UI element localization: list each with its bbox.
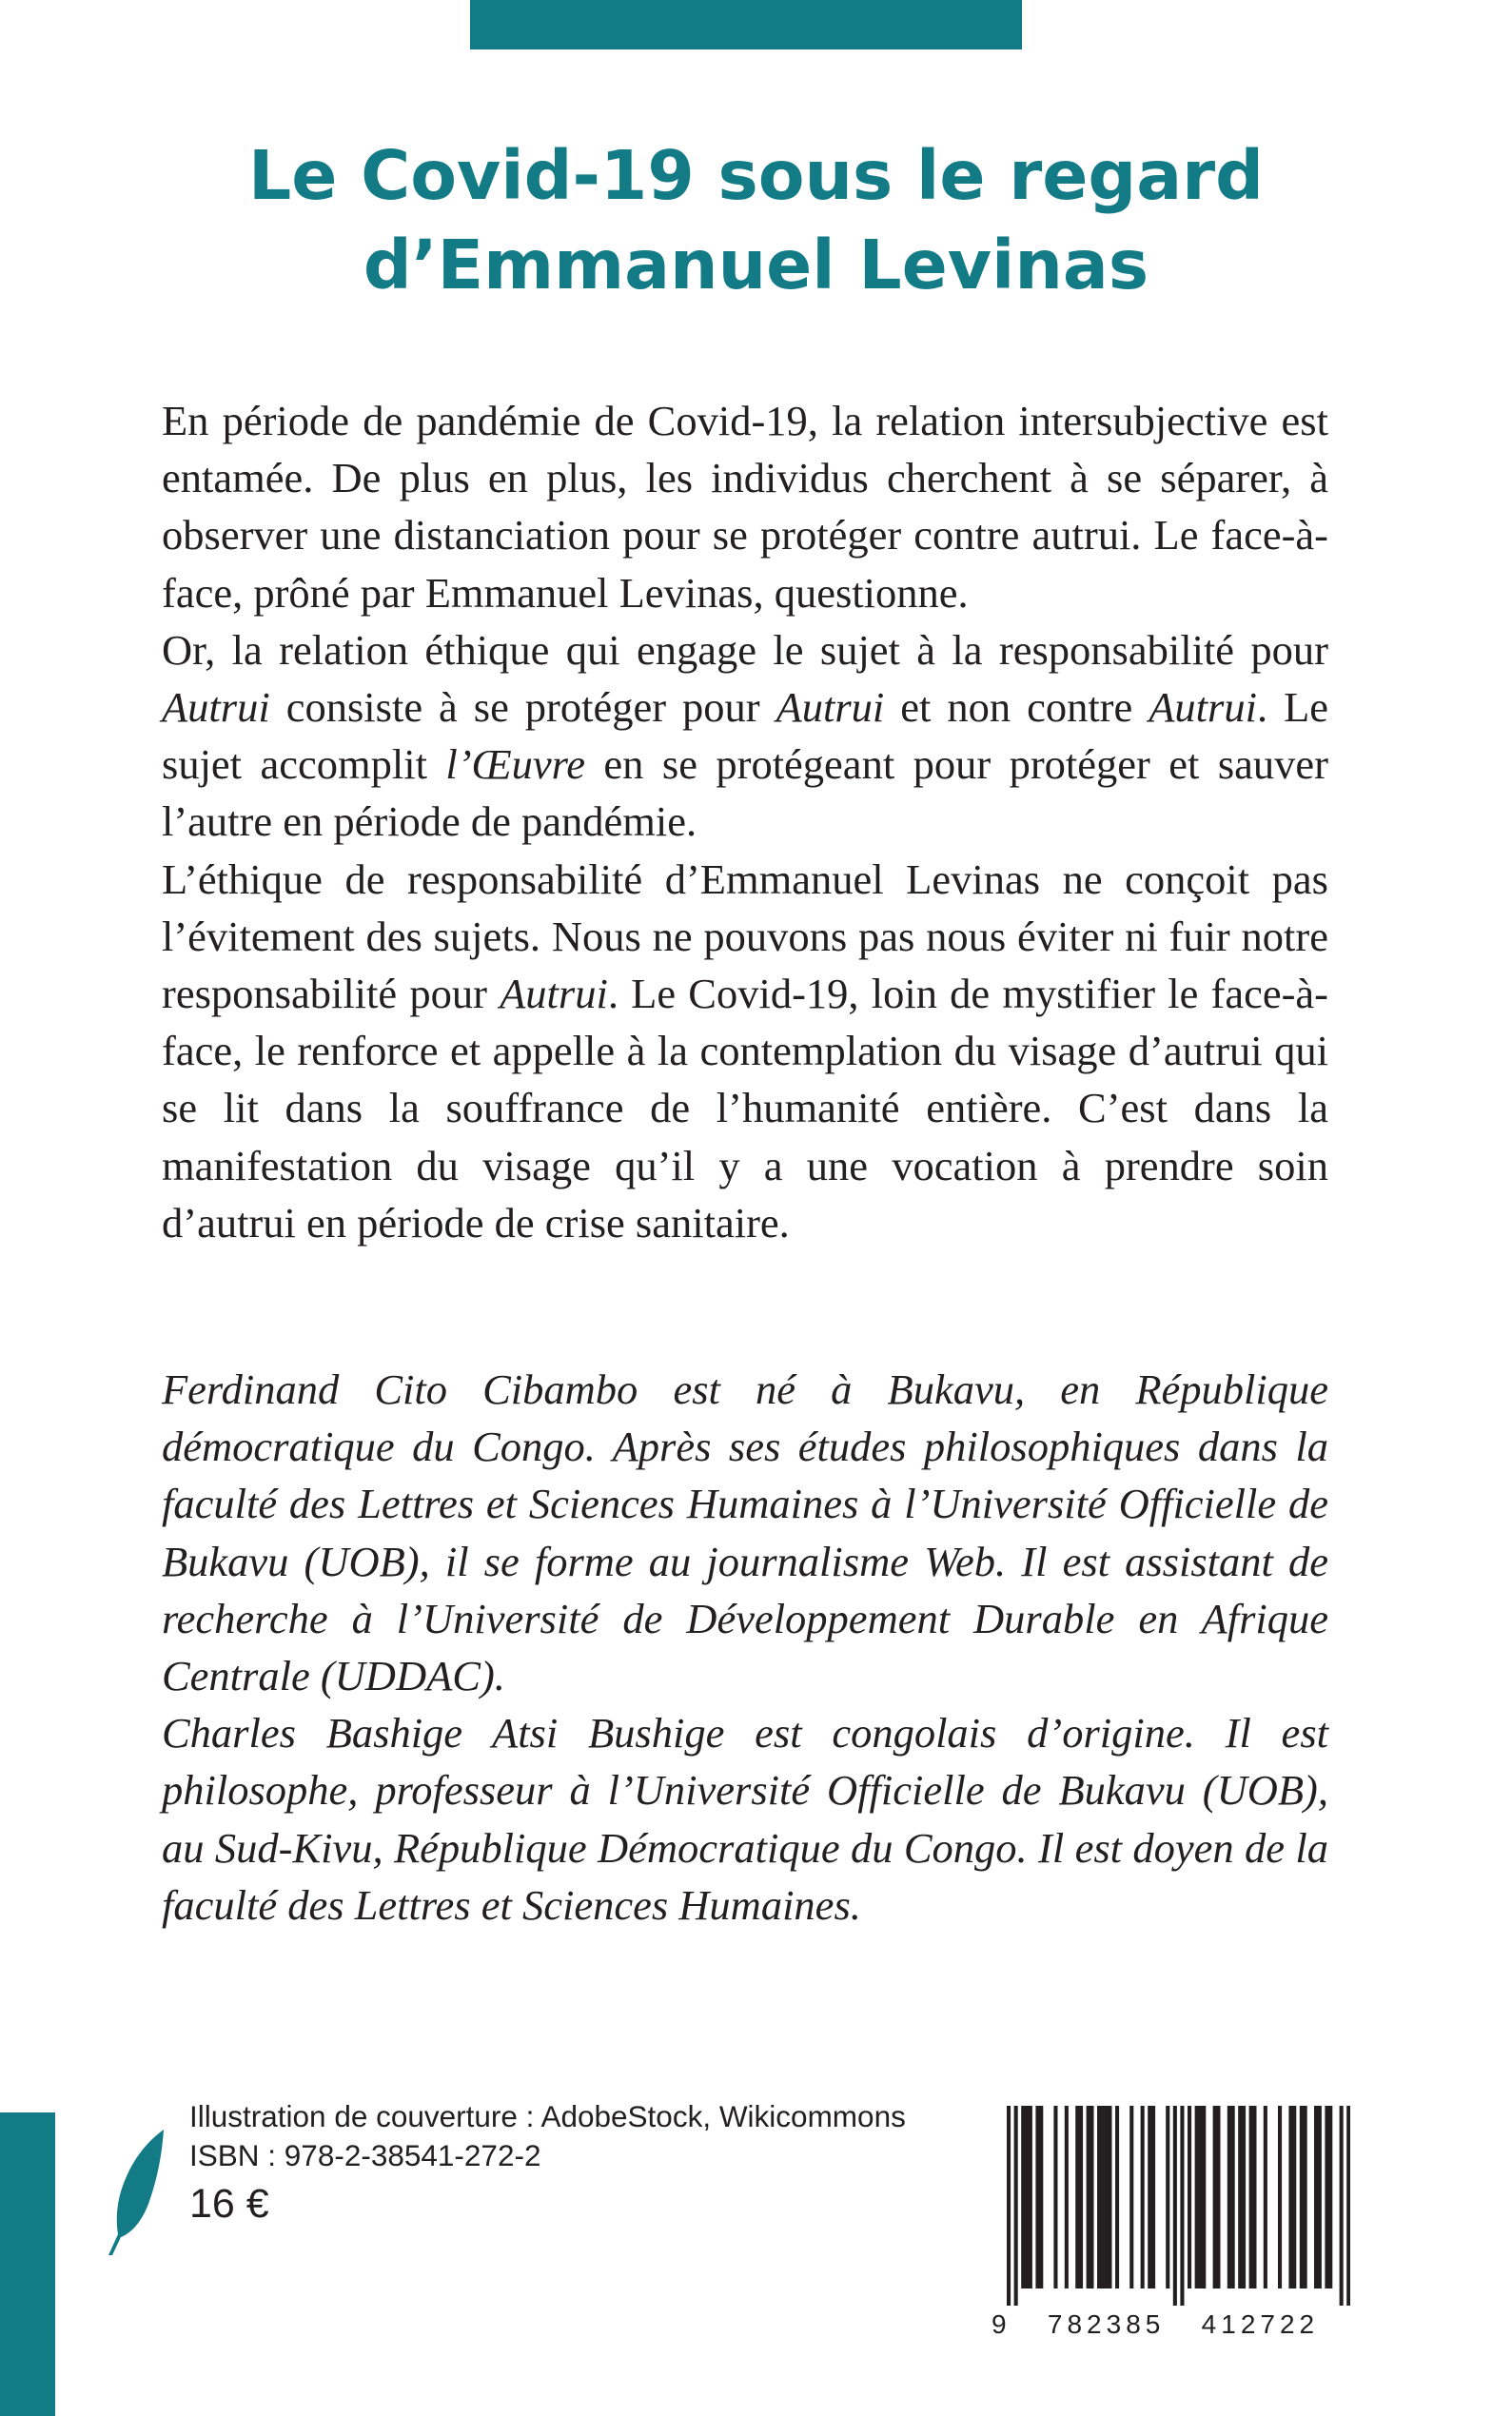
blurb-emphasis: Autrui: [1149, 683, 1257, 732]
barcode-bar: [1021, 2106, 1025, 2288]
barcode-bar: [1216, 2106, 1220, 2288]
barcode-bar: [1188, 2106, 1191, 2288]
barcode-bar: [1249, 2106, 1253, 2288]
blurb-emphasis: Autrui: [500, 970, 608, 1018]
blurb-text: Or, la relation éthique qui engage le sujet à la responsabilité pour: [162, 625, 1328, 674]
barcode-bar: [1075, 2106, 1079, 2288]
price: 16 €: [189, 2181, 269, 2227]
author-bio-1: Ferdinand Cito Cibambo est né à Bukavu, en République démocratique du Congo. Après ses études philosophiques dans la faculté des Lettres et Sciences Humaines à l’Université Officielle de Bukavu (UOB), il se forme au journalisme Web. Il est assistant de recherche à l’Université de Développement Durable en Afrique Centrale (UDDAC).: [162, 1365, 1328, 1700]
barcode-bar: [1039, 2106, 1043, 2288]
barcode-bar: [1166, 2106, 1169, 2288]
barcode-bar: [1195, 2106, 1199, 2288]
barcode-bar: [1148, 2106, 1151, 2288]
barcode-bar: [1288, 2106, 1292, 2288]
book-title-line-1: Le Covid-19 sous le regard: [248, 136, 1264, 215]
barcode-bar: [1328, 2106, 1332, 2288]
barcode-bar: [1252, 2106, 1256, 2288]
blurb-emphasis: l’Œuvre: [445, 740, 585, 789]
barcode-bar: [1035, 2106, 1039, 2288]
illustration-credit: Illustration de couverture : AdobeStock, Wikicommons: [189, 2099, 906, 2133]
blurb-emphasis: Autrui: [776, 683, 885, 732]
barcode-bar: [1278, 2106, 1282, 2288]
author-bio: [162, 1361, 1328, 1934]
barcode-bar: [1129, 2106, 1133, 2288]
side-accent-bar: [0, 2112, 55, 2416]
barcode-bar: [1318, 2106, 1322, 2288]
barcode-bar: [1346, 2106, 1350, 2306]
barcode-bar: [1340, 2106, 1344, 2306]
barcode-bar: [1105, 2106, 1109, 2288]
barcode-bar: [1198, 2106, 1202, 2288]
barcode-bar: [1065, 2106, 1069, 2288]
blurb-text: consiste à se protéger pour: [269, 683, 776, 732]
barcode-bar: [1151, 2106, 1155, 2288]
barcode-bar: [1231, 2106, 1235, 2288]
barcode-bar: [1079, 2106, 1083, 2288]
barcode-bar: [1115, 2106, 1119, 2288]
book-title: [0, 131, 1512, 310]
barcode: [1007, 2106, 1350, 2306]
barcode-bar: [1292, 2106, 1296, 2288]
book-title-line-2: d’Emmanuel Levinas: [363, 226, 1149, 304]
barcode-bar: [1097, 2106, 1101, 2288]
top-accent-bar: [470, 0, 1022, 49]
barcode-bar: [1108, 2106, 1111, 2288]
barcode-bar: [1264, 2106, 1267, 2288]
barcode-bar: [1087, 2106, 1090, 2288]
barcode-bar: [1101, 2106, 1105, 2288]
barcode-bar: [1025, 2106, 1029, 2288]
blurb-text: L’éthique de responsabilité d’Emmanuel Levinas ne conçoit pas l’évitement des sujets. Nous ne pouvons pas nous éviter ni fuir notre responsabilité pour: [162, 854, 1328, 1018]
blurb-emphasis: Autrui: [162, 683, 270, 732]
barcode-digits: 9 782385 412722: [992, 2309, 1320, 2339]
blurb-paragraph-2: [162, 621, 1328, 851]
barcode-bar: [1242, 2106, 1246, 2288]
barcode-bar: [1180, 2106, 1184, 2306]
barcode-bar: [1304, 2106, 1307, 2288]
barcode-bar: [1029, 2106, 1032, 2288]
blurb-text: et non contre: [884, 683, 1149, 732]
blurb-text: . Le Covid-19, loin de mystifier le face-à-face, le renforce et appelle à la contemplation du visage d’autrui qui se lit dans la souffrance de l’humanité entière. C’est dans la manifestation du visage qu’il y a une vocation à prendre soin d’autrui en période de crise sanitaire.: [162, 970, 1328, 1247]
barcode-bar: [1238, 2106, 1242, 2288]
isbn: ISBN : 978-2-38541-272-2: [189, 2138, 541, 2172]
barcode-bar: [1014, 2106, 1018, 2306]
barcode-bar: [1227, 2106, 1231, 2288]
barcode-bar: [1213, 2106, 1217, 2288]
barcode-bar: [1053, 2106, 1057, 2288]
blurb-text: . Le sujet accomplit: [162, 683, 1328, 789]
barcode-bar: [1314, 2106, 1318, 2288]
author-bio-2: Charles Bashige Atsi Bushige est congolais d’origine. Il est philosophe, professeur à l’Université Officielle de Bukavu (UOB), au Sud-Kivu, République Démocratique du Congo. Il est doyen de la faculté des Lettres et Sciences Humaines.: [162, 1709, 1328, 1929]
back-cover-blurb: [162, 392, 1328, 1251]
blurb-paragraph-1: En période de pandémie de Covid-19, la relation intersubjective est entamée. De plus en plus, les individus cherchent à se séparer, à observer une distanciation pour se protéger contre autrui. Le face-à-face, prôné par Emmanuel Levinas, questionne.: [162, 397, 1328, 617]
barcode-bar: [1300, 2106, 1304, 2288]
barcode-bar: [1173, 2106, 1177, 2306]
feather-icon: [105, 2128, 167, 2257]
colophon: [189, 2097, 906, 2230]
barcode-bar: [1141, 2106, 1145, 2288]
blurb-paragraph-3: [162, 851, 1328, 1251]
barcode-bar: [1007, 2106, 1011, 2306]
barcode-bar: [1325, 2106, 1328, 2288]
blurb-text: en se protégeant pour protéger et sauver l’autre en période de pandémie.: [162, 740, 1328, 846]
barcode-bar: [1202, 2106, 1206, 2288]
barcode-bar: [1090, 2106, 1093, 2288]
